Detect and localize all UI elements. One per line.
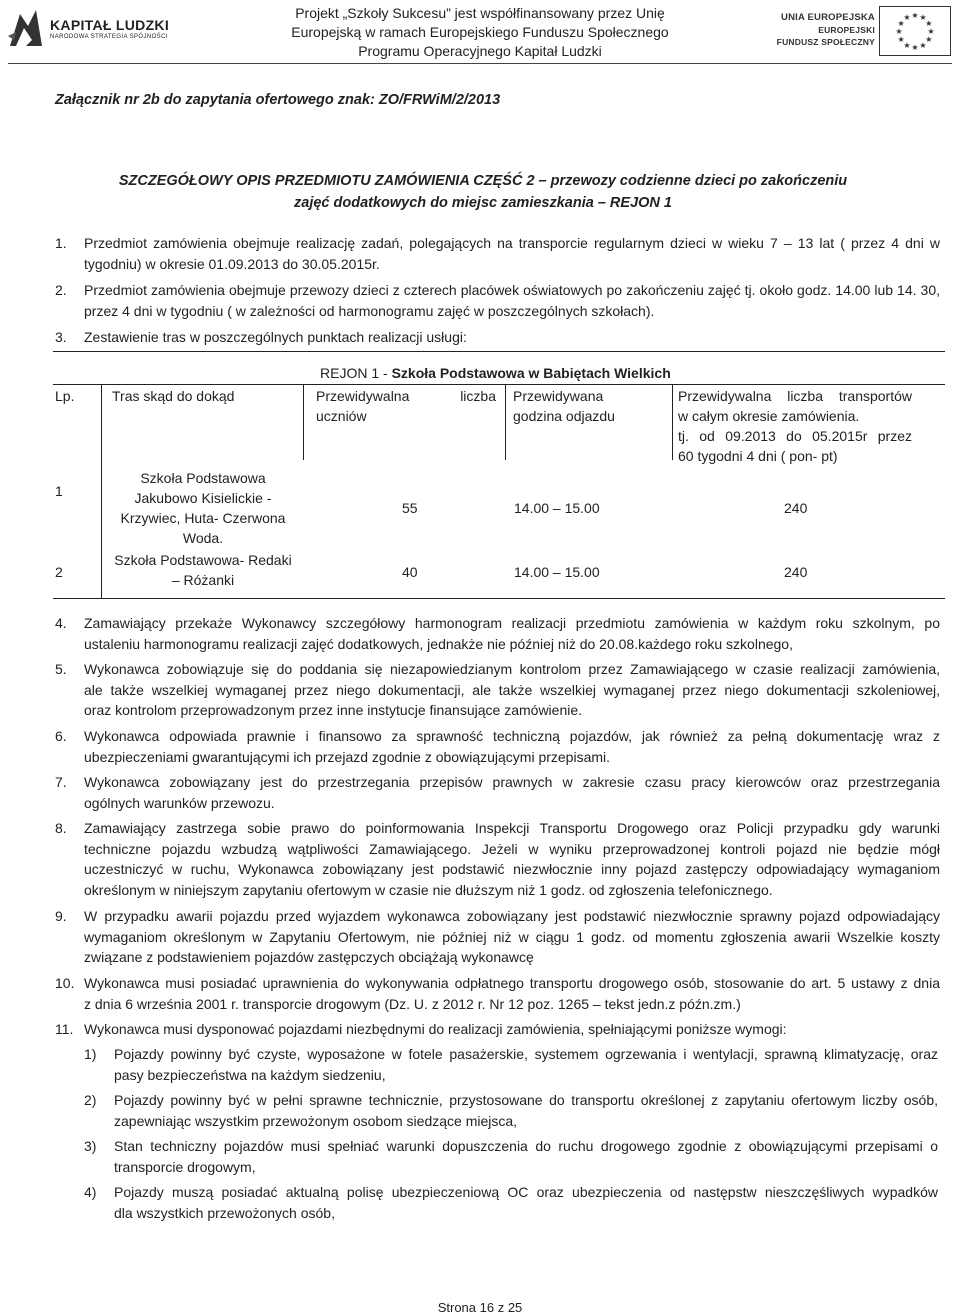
- item-line: Wykonawca odpowiada prawnie i finansowo za sprawność techniczną pojazdów, jak również za pełną dokumentację wraz z: [84, 728, 940, 744]
- item-number: 5.: [55, 661, 67, 677]
- sub-list-item: [84, 1136, 944, 1178]
- list-item: [55, 906, 940, 969]
- eu-logo-line-2: EUROPEJSKI: [818, 25, 875, 35]
- eu-star-icon: ★: [911, 11, 919, 20]
- item-line: Wykonawca zobowiązuje się do poddania się niezapowiedzianym kontrolom przez Zamawiającego w czasie realizacji zamówienia,: [84, 661, 940, 677]
- item-line: z dnia 6 września 2001 r. transporcie drogowym (Dz. U. z 2012 r. Nr 12 poz. 1265 – tekst jedn.z późn.zm.): [84, 995, 741, 1012]
- header-students-2: uczniów: [316, 408, 367, 424]
- item-text: [84, 1019, 940, 1040]
- eu-flag-icon: [879, 6, 951, 56]
- row-1-route-line: Szkoła Podstawowa: [140, 470, 266, 486]
- list-item: [55, 659, 940, 722]
- eu-star-icon: ★: [925, 19, 933, 28]
- kapital-ludzki-logo: [6, 4, 176, 52]
- eu-star-icon: ★: [919, 13, 927, 23]
- item-text: [84, 613, 940, 654]
- row-2-route: [103, 550, 303, 590]
- list-item: [55, 973, 940, 1015]
- sub-item-line: dla wszystkich przewożonych osób,: [114, 1204, 335, 1221]
- sub-item-text: [114, 1090, 938, 1131]
- item-text: Zestawienie tras w poszczególnych punktach realizacji usługi:: [84, 329, 467, 345]
- row-1-route-line: Woda.: [182, 530, 224, 546]
- table-title-school: Szkoła Podstawowa w Babiętach Wielkich: [391, 365, 671, 381]
- table-title: [320, 365, 671, 381]
- sub-item-line: Pojazdy muszą posiadać aktualną polisę ubezpieczeniową OC oraz ubezpieczenia od następstw nieszczęśliwych wypadków: [114, 1184, 938, 1200]
- list-item: [55, 818, 940, 902]
- item-text: [84, 973, 940, 1014]
- project-line-1: Projekt „Szkoły Sukcesu” jest współfinansowany przez Unię: [295, 5, 665, 21]
- header-students-1: Przewidywalna liczba: [316, 388, 496, 404]
- item-line: Wykonawca musi dysponować pojazdami niezbędnymi do realizacji zamówienia, spełniającymi poniższe wymogi:: [84, 1021, 787, 1037]
- item-line: Zamawiający zastrzega sobie prawo do poinformowania Inspekcji Transportu Drogowego oraz Policji przypadku gdy warunki: [84, 820, 940, 836]
- header-transports-2: w całym okresie zamówienia.: [678, 408, 860, 424]
- kapital-ludzki-emblem-icon: [6, 6, 46, 52]
- item-number: 9.: [55, 908, 67, 924]
- eu-logo-line-3: FUNDUSZ SPOŁECZNY: [776, 37, 875, 47]
- list-item: [55, 613, 940, 655]
- sub-item-number: 4): [84, 1184, 97, 1200]
- item-text: Przedmiot zamówienia obejmuje realizację zadań, polegających na transporcie regularnym dzieci w wieku 7 – 13 lat ( przez 4 dni w tygodniu) w okresie 01.09.2013 do 30.05.2015r.: [84, 235, 940, 272]
- subject-line-2: zajęć dodatkowych do miejsc zamieszkania – REJON 1: [294, 195, 672, 211]
- header-transports-3: tj. od 09.2013 do 05.2015r przez: [678, 428, 912, 444]
- item-line: oraz kontrolom przeprowadzonym przez inne instytucje finansujące zamówienie.: [84, 702, 583, 718]
- logo-kl-title: KAPITAŁ LUDZKI: [50, 17, 170, 33]
- item-line: związane z podstawieniem pojazdów zastępczych obciążają wykonawcę: [84, 949, 534, 965]
- item-text: [84, 659, 940, 721]
- subject-line-1: SZCZEGÓŁOWY OPIS PRZEDMIOTU ZAMÓWIENIA CZĘŚĆ 2 – przewozy codzienne dzieci po zakończeniu: [118, 173, 848, 189]
- eu-star-icon: ★: [925, 35, 933, 44]
- row-1-transports: 240: [784, 500, 808, 516]
- sub-item-line: transporcie drogowym,: [114, 1158, 256, 1175]
- item-line: ogólnych warunków przewozu.: [84, 794, 275, 811]
- item-number: 4.: [55, 615, 67, 631]
- row-1-lp: 1: [55, 483, 63, 499]
- row-2-route-line: Szkoła Podstawowa- Redaki: [114, 552, 292, 568]
- eu-logo-line-1: UNIA EUROPEJSKA: [781, 12, 875, 23]
- header-lp: Lp.: [55, 388, 75, 404]
- sub-item-text: [114, 1044, 938, 1085]
- item-line: Wykonawca musi posiadać uprawnienia do wykonywania odpłatnego transportu drogowego osób, stosowanie do art. 5 ustawy z dnia: [84, 975, 940, 991]
- item-line: techniczne pojazdu wzbudzą wątpliwości Zamawiającego. Jeżeli w wyniku przeprowadzonej kontroli pojazd nie będzie mógł: [84, 840, 940, 857]
- row-2-lp: 2: [55, 564, 63, 580]
- list-item: [55, 726, 940, 768]
- row-1-route: [103, 468, 303, 548]
- sub-item-number: 3): [84, 1138, 97, 1154]
- item-line: wymaganiom określonym w Zapytaniu Ofertowym, nie później niż w ciągu 1 godz. od momentu zgłoszenia awarii Wszelkie koszty: [84, 928, 940, 945]
- item-line: W przypadku awarii pojazdu przed wyjazdem wykonawca zobowiązany jest podstawić niezwłocznie sprawny pojazd odpowiadający: [84, 908, 940, 924]
- row-1-route-line: Krzywiec, Huta- Czerwona: [120, 510, 286, 526]
- header-divider: [8, 63, 952, 64]
- header-route: Tras skąd do dokąd: [112, 388, 235, 404]
- table-col-divider: [101, 384, 102, 598]
- sub-list-item: [84, 1090, 944, 1132]
- sub-item-number: 1): [84, 1046, 97, 1062]
- eu-star-icon: ★: [903, 13, 911, 23]
- eu-star-icon: ★: [897, 19, 905, 28]
- sub-list-item: [84, 1044, 944, 1086]
- eu-star-icon: ★: [895, 27, 903, 36]
- item-number: 11.: [55, 1021, 74, 1037]
- list-item: [55, 1019, 940, 1040]
- item-line: Zamawiający przekaże Wykonawcy szczegółowy harmonogram realizacji przedmiotu zamówienia w każdym roku szkolnym, po: [84, 615, 940, 631]
- sub-item-line: zapewniając wszystkim przewożonym osobom siedzące miejsca,: [114, 1112, 518, 1129]
- sub-item-line: pasy bezpieczeństwa na każdym siedzeniu,: [114, 1066, 386, 1083]
- table-col-divider: [303, 384, 304, 460]
- item-text: [84, 726, 940, 767]
- eu-star-icon: ★: [927, 27, 935, 36]
- list-item: [55, 772, 940, 814]
- item-text: [84, 906, 940, 968]
- subject-title: [68, 170, 898, 214]
- table-header-rule: [53, 384, 945, 385]
- item-text: Przedmiot zamówienia obejmuje przewozy dzieci z czterech placówek oświatowych po zakończeniu zajęć tj. około godz. 14.00 lub 14. 30, przez 4 dni w tygodniu ( w zależności od harmonogramu zajęć w poszczególnych szkołach).: [84, 282, 940, 319]
- item-line: Wykonawca zobowiązany jest do przestrzegania przepisów prawnych w zakresie czasu pracy kierowców oraz przestrzegania: [84, 774, 940, 790]
- header-time-1: Przewidywana: [513, 388, 604, 404]
- table-top-rule: [53, 351, 945, 352]
- table-col-divider: [672, 384, 673, 460]
- table-col-divider: [505, 384, 506, 460]
- sub-item-text: [114, 1182, 938, 1223]
- item-line: uczestniczyć w ruchu, Wykonawca zobowiązany jest podstawić niezwłocznie inny pojazd zastępczy odpowiadający wymaganiom: [84, 861, 940, 877]
- item-line: ustaleniu harmonogramu realizacji zajęć dodatkowych, jednakże nie później niż do 20.08.każdego roku szkolnego,: [84, 635, 793, 652]
- project-line-2: Europejską w ramach Europejskiego Funduszu Społecznego: [291, 24, 669, 40]
- sub-item-line: Pojazdy powinny być w pełni sprawne technicznie, przystosowane do transportu określonej z zapytaniu ofertowym liczby osób,: [114, 1092, 938, 1108]
- item-number: 2.: [55, 282, 67, 298]
- item-line: ale także wszelkiej wymaganej przez niego dokumentacji, ale także wszelkiej wymaganej przez niego dokumentacji szkoleniowej,: [84, 681, 940, 698]
- page-number: Strona 16 z 25: [437, 1300, 523, 1315]
- row-1-route-line: Jakubowo Kisielickie -: [134, 490, 272, 506]
- item-number: 7.: [55, 774, 67, 790]
- annex-title: Załącznik nr 2b do zapytania ofertowego znak: ZO/FRWiM/2/2013: [55, 92, 501, 108]
- logo-kl-subtitle: NARODOWA STRATEGIA SPÓJNOŚCI: [50, 34, 168, 40]
- header-transports-4: 60 tygodni 4 dni ( pon- pt): [678, 448, 838, 464]
- row-2-time: 14.00 – 15.00: [514, 564, 600, 580]
- row-1-students: 55: [402, 500, 418, 516]
- item-number: 10.: [55, 975, 75, 991]
- table-title-prefix: REJON 1 -: [320, 365, 392, 381]
- sub-list-item: [84, 1182, 944, 1224]
- sub-item-text: [114, 1136, 938, 1177]
- header-time-2: godzina odjazdu: [513, 408, 615, 424]
- row-2-route-line: – Różanki: [171, 572, 235, 588]
- list-item: [55, 327, 940, 348]
- eu-star-icon: ★: [903, 40, 911, 50]
- sub-item-number: 2): [84, 1092, 97, 1108]
- header-transports-1: Przewidywalna liczba transportów: [678, 388, 912, 404]
- row-2-transports: 240: [784, 564, 808, 580]
- list-item: [55, 233, 940, 275]
- sub-item-line: Pojazdy powinny być czyste, wyposażone w fotele pasażerskie, systemem ogrzewania i wentylacji, sprawną klimatyzację, oraz: [114, 1046, 938, 1062]
- project-line-3: Programu Operacyjnego Kapitał Ludzki: [358, 43, 602, 59]
- item-text: [84, 818, 940, 900]
- item-number: 6.: [55, 728, 67, 744]
- table-bottom-rule: [53, 598, 945, 599]
- eu-star-icon: ★: [897, 35, 905, 44]
- item-number: 3.: [55, 329, 67, 345]
- eu-logo: [775, 4, 955, 60]
- project-info: [270, 4, 690, 61]
- list-item: [55, 280, 940, 322]
- item-line: określonym w niniejszym zapytaniu ofertowym w czasie nie dłuższym niż 1 godz. od zgłoszenia telefonicznego.: [84, 881, 773, 898]
- item-number: 8.: [55, 820, 67, 836]
- item-text: [84, 772, 940, 813]
- sub-item-line: Stan techniczny pojazdów musi spełniać warunki dopuszczenia do ruchu drogowego zgodnie z obowiązującymi przepisami o: [114, 1138, 938, 1154]
- item-number: 1.: [55, 235, 67, 251]
- item-line: ubezpieczeniami gwarantującymi ich przejazd zgodnie z obowiązującymi przepisami.: [84, 748, 611, 765]
- eu-star-icon: ★: [911, 43, 919, 52]
- row-1-time: 14.00 – 15.00: [514, 500, 600, 516]
- eu-star-icon: ★: [919, 40, 927, 50]
- row-2-students: 40: [402, 564, 418, 580]
